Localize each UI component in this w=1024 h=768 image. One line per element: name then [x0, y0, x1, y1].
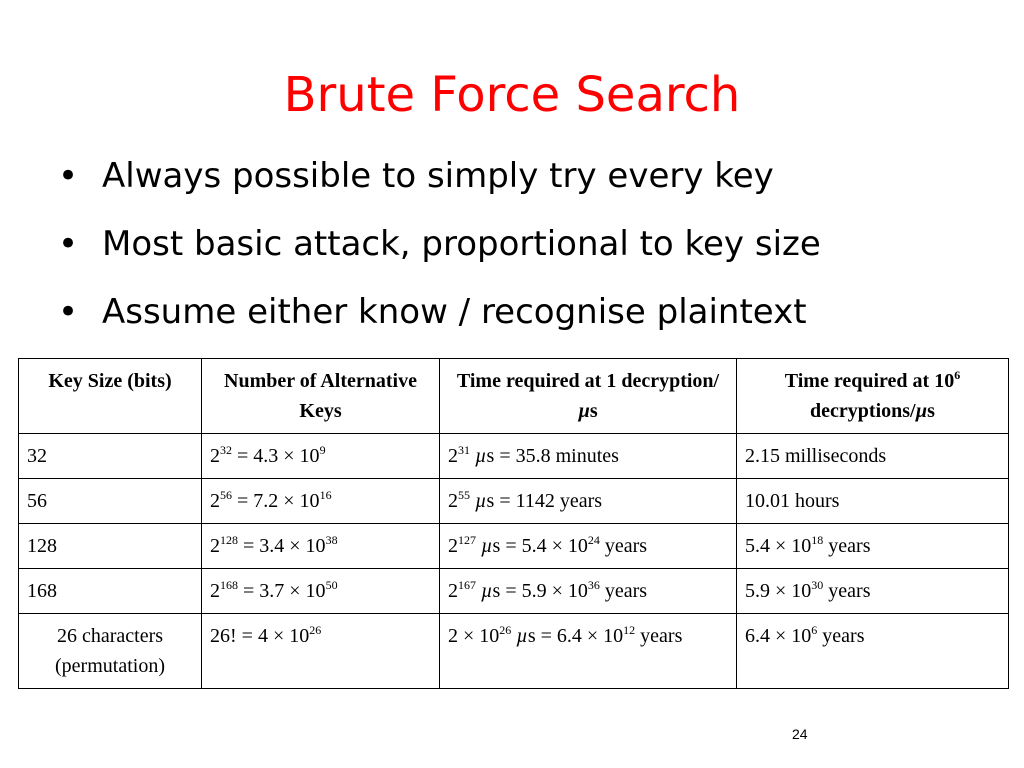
- cell-exponent: 16: [319, 488, 332, 502]
- cell-text: = 1142 years: [494, 490, 603, 512]
- cell-key-size: 168: [19, 569, 202, 614]
- cell-text: s: [492, 535, 501, 557]
- table-row: [19, 434, 1009, 479]
- cell-exponent: 38: [325, 533, 338, 547]
- table-row: [19, 614, 1009, 689]
- cell-text: years: [817, 625, 865, 647]
- mu-symbol: µ: [578, 400, 590, 422]
- bullet-text: Assume either know / recognise plaintext: [102, 292, 807, 332]
- header-alternative-keys: [202, 359, 440, 434]
- cell-key-size: 56: [19, 479, 202, 524]
- bullet-dot-icon: •: [58, 156, 79, 196]
- cell-alternative-keys: [202, 479, 440, 524]
- cell-text: 26! = 4 × 10: [210, 625, 310, 647]
- header-text: s: [927, 400, 935, 422]
- cell-time-million-decryptions: [737, 614, 1009, 689]
- header-text: Key Size (bits): [48, 370, 172, 392]
- table-body: [19, 434, 1009, 689]
- cell-exponent: 36: [587, 578, 600, 592]
- table-row: [19, 569, 1009, 614]
- header-time-one-decryption: [440, 359, 737, 434]
- cell-exponent: 31: [458, 443, 470, 457]
- cell-time-one-decryption: [440, 479, 737, 524]
- bullet-list: [58, 150, 821, 354]
- cell-text: 5.4 × 10: [745, 535, 812, 557]
- cell-exponent: 30: [811, 578, 824, 592]
- cell-text: s: [486, 445, 495, 467]
- header-text: s: [589, 400, 598, 422]
- bullet-text: Most basic attack, proportional to key size: [102, 224, 821, 264]
- header-key-size: [19, 359, 202, 434]
- cell-text: 2: [210, 580, 220, 602]
- cell-exponent: 128: [220, 533, 238, 547]
- header-text: Time required at 1 decryption/: [456, 370, 720, 392]
- cell-time-one-decryption: [440, 524, 737, 569]
- cell-text: = 7.2 × 10: [232, 490, 320, 512]
- cell-exponent: 32: [220, 443, 232, 457]
- mu-symbol: µ: [511, 625, 528, 647]
- cell-alternative-keys: [202, 434, 440, 479]
- cell-text: years: [823, 535, 871, 557]
- cell-exponent: 168: [220, 578, 238, 592]
- cell-alternative-keys: [202, 524, 440, 569]
- mu-symbol: µ: [476, 580, 493, 602]
- cell-time-million-decryptions: [737, 479, 1009, 524]
- cell-time-one-decryption: [440, 614, 737, 689]
- table-row: [19, 479, 1009, 524]
- bullet-dot-icon: •: [58, 292, 79, 332]
- table-header-row: [19, 359, 1009, 434]
- mu-symbol: µ: [476, 535, 493, 557]
- page-number: 24: [792, 726, 808, 742]
- cell-key-size: 128: [19, 524, 202, 569]
- cell-key-size: 26 characters (permutation): [19, 614, 202, 689]
- key-size-table: [18, 358, 1009, 689]
- cell-text: s: [527, 625, 536, 647]
- header-time-million-decryptions: [737, 359, 1009, 434]
- cell-text: = 5.4 × 10: [500, 535, 588, 557]
- cell-text: = 35.8 minutes: [494, 445, 619, 467]
- cell-text: 10.01 hours: [745, 490, 840, 512]
- cell-exponent: 56: [220, 488, 232, 502]
- cell-text: s: [486, 490, 495, 512]
- mu-symbol: µ: [470, 490, 487, 512]
- header-superscript: 6: [954, 368, 961, 382]
- cell-text: = 6.4 × 10: [535, 625, 624, 647]
- cell-exponent: 24: [587, 533, 600, 547]
- cell-text: = 4.3 × 10: [232, 445, 320, 467]
- cell-exponent: 6: [811, 623, 818, 637]
- cell-alternative-keys: [202, 614, 440, 689]
- cell-time-million-decryptions: [737, 524, 1009, 569]
- mu-symbol: µ: [915, 400, 928, 422]
- header-text: decryptions/: [810, 400, 916, 422]
- cell-text: 2.15 milliseconds: [745, 445, 887, 467]
- cell-exponent: 50: [325, 578, 338, 592]
- cell-text: 2: [448, 445, 458, 467]
- cell-text: 5.9 × 10: [745, 580, 812, 602]
- bullet-text: Always possible to simply try every key: [102, 156, 774, 196]
- cell-text: 2: [448, 580, 458, 602]
- cell-alternative-keys: [202, 569, 440, 614]
- cell-time-one-decryption: [440, 569, 737, 614]
- cell-text: years: [823, 580, 871, 602]
- bullet-item: [58, 286, 821, 354]
- cell-exponent: 9: [319, 443, 326, 457]
- mu-symbol: µ: [470, 445, 487, 467]
- cell-time-million-decryptions: [737, 434, 1009, 479]
- table-row: [19, 524, 1009, 569]
- cell-text: s: [492, 580, 501, 602]
- cell-text: 2: [210, 445, 220, 467]
- cell-text: 2: [448, 535, 458, 557]
- bullet-item: [58, 150, 821, 218]
- cell-text: 2: [448, 490, 458, 512]
- cell-text: 6.4 × 10: [745, 625, 812, 647]
- cell-text: = 5.9 × 10: [500, 580, 588, 602]
- cell-text: years: [635, 625, 683, 647]
- cell-exponent: 55: [458, 488, 470, 502]
- cell-text: years: [599, 535, 648, 557]
- cell-text: years: [599, 580, 648, 602]
- cell-key-size: 32: [19, 434, 202, 479]
- cell-time-one-decryption: [440, 434, 737, 479]
- cell-exponent: 26: [499, 623, 512, 637]
- cell-text: 2: [210, 535, 220, 557]
- cell-exponent: 18: [811, 533, 824, 547]
- cell-exponent: 26: [309, 623, 322, 637]
- cell-text: = 3.7 × 10: [238, 580, 326, 602]
- cell-time-million-decryptions: [737, 569, 1009, 614]
- slide-title: Brute Force Search: [283, 67, 741, 123]
- cell-exponent: 12: [623, 623, 636, 637]
- bullet-item: [58, 218, 821, 286]
- cell-exponent: 167: [458, 578, 476, 592]
- cell-text: 2 × 10: [448, 625, 500, 647]
- header-text: Number of Alternative Keys: [224, 370, 417, 422]
- cell-text: = 3.4 × 10: [238, 535, 326, 557]
- bullet-dot-icon: •: [58, 224, 79, 264]
- header-text: Time required at 10: [784, 370, 955, 392]
- cell-text: 2: [210, 490, 220, 512]
- cell-exponent: 127: [458, 533, 476, 547]
